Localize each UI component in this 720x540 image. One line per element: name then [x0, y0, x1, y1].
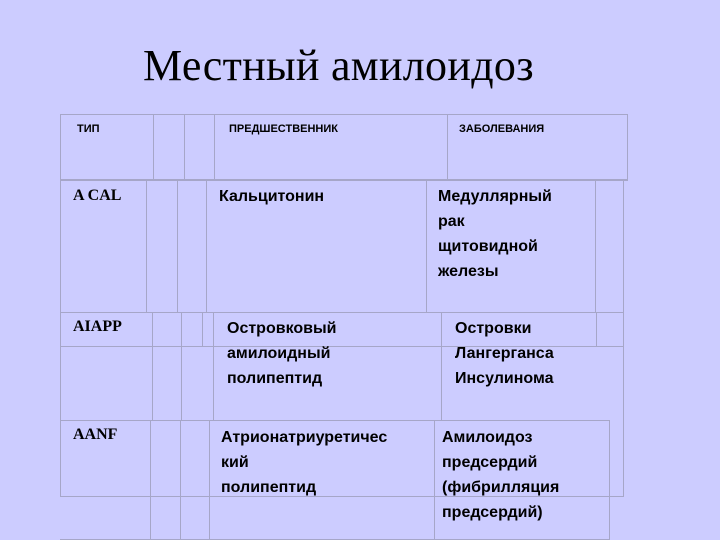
table-border [150, 420, 151, 540]
table-border [623, 181, 624, 312]
table-border [202, 313, 203, 347]
table-border [441, 313, 442, 420]
table-border [434, 420, 435, 540]
table-border [426, 181, 427, 312]
table-border [595, 181, 596, 312]
table-border [60, 114, 628, 115]
row-disease: Островки Лангерганса Инсулинома [455, 320, 554, 387]
table-border [623, 313, 624, 497]
table-border [146, 181, 147, 312]
table-border [60, 181, 61, 312]
row-disease: Амилоидоз предсердий (фибрилляция предсердий) [442, 429, 560, 521]
row-type: AANF [73, 426, 118, 443]
table-border [447, 114, 448, 180]
table-border [609, 420, 610, 540]
table-border [184, 114, 185, 180]
table-border [177, 181, 178, 312]
row-type: AIAPP [73, 318, 122, 335]
header-type: ТИП [77, 123, 100, 135]
table-border [209, 420, 210, 540]
table-border [60, 313, 61, 497]
row-precursor: Кальцитонин [219, 188, 325, 205]
table-border [60, 312, 624, 313]
table-border [153, 114, 154, 180]
table-border [60, 420, 610, 421]
table-border [596, 313, 597, 347]
row-precursor: Островковый амилоидный полипептид [227, 320, 337, 387]
table-border [206, 181, 207, 312]
table-border [181, 313, 182, 420]
table-border [152, 313, 153, 420]
header-diseases: ЗАБОЛЕВАНИЯ [459, 123, 545, 135]
row-disease: Медуллярный рак щитовидной железы [438, 188, 552, 280]
table-border [60, 114, 61, 180]
table-border [213, 313, 214, 420]
row-type: A CAL [73, 187, 122, 204]
page-title: Местный амилоидоз [143, 41, 534, 90]
table-border [180, 420, 181, 540]
table-border [627, 114, 628, 180]
header-precursor: ПРЕДШЕСТВЕННИК [229, 123, 338, 135]
table-border [214, 114, 215, 180]
row-precursor: Атрионатриуретичес кий полипептид [221, 429, 388, 496]
